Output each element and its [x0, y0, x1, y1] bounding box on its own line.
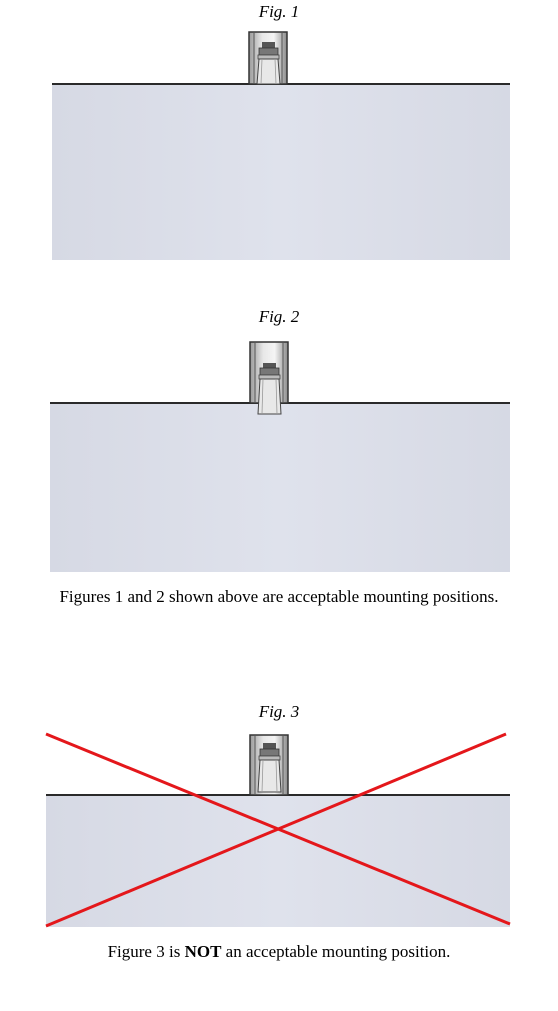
sensor-nozzle — [249, 32, 287, 84]
figure-1-title: Fig. 1 — [258, 2, 300, 21]
figure-1-panel — [50, 30, 512, 262]
caption-emphasis: NOT — [184, 942, 222, 961]
sensor-icon — [258, 363, 281, 414]
figure-3-drawing — [44, 730, 512, 930]
sensor-icon — [258, 743, 281, 792]
acceptable-caption: Figures 1 and 2 shown above are acceptable mounting positions. — [59, 587, 499, 606]
caption-text-after: an acceptable mounting position. — [221, 942, 451, 961]
figure-2-title: Fig. 2 — [258, 307, 300, 326]
tank — [52, 84, 510, 260]
figure-2-drawing — [50, 340, 512, 574]
sensor-nozzle — [250, 342, 288, 414]
figure-3-title: Fig. 3 — [258, 702, 300, 721]
not-acceptable-caption — [0, 942, 558, 962]
sensor-nozzle — [250, 735, 288, 795]
figure-3-panel — [44, 730, 512, 930]
figure-1-drawing — [50, 30, 512, 262]
sensor-icon — [257, 42, 280, 84]
caption-text-before: Figure 3 is — [107, 942, 185, 961]
figure-2-panel — [50, 340, 512, 574]
tank — [50, 403, 510, 572]
tank — [46, 795, 510, 927]
